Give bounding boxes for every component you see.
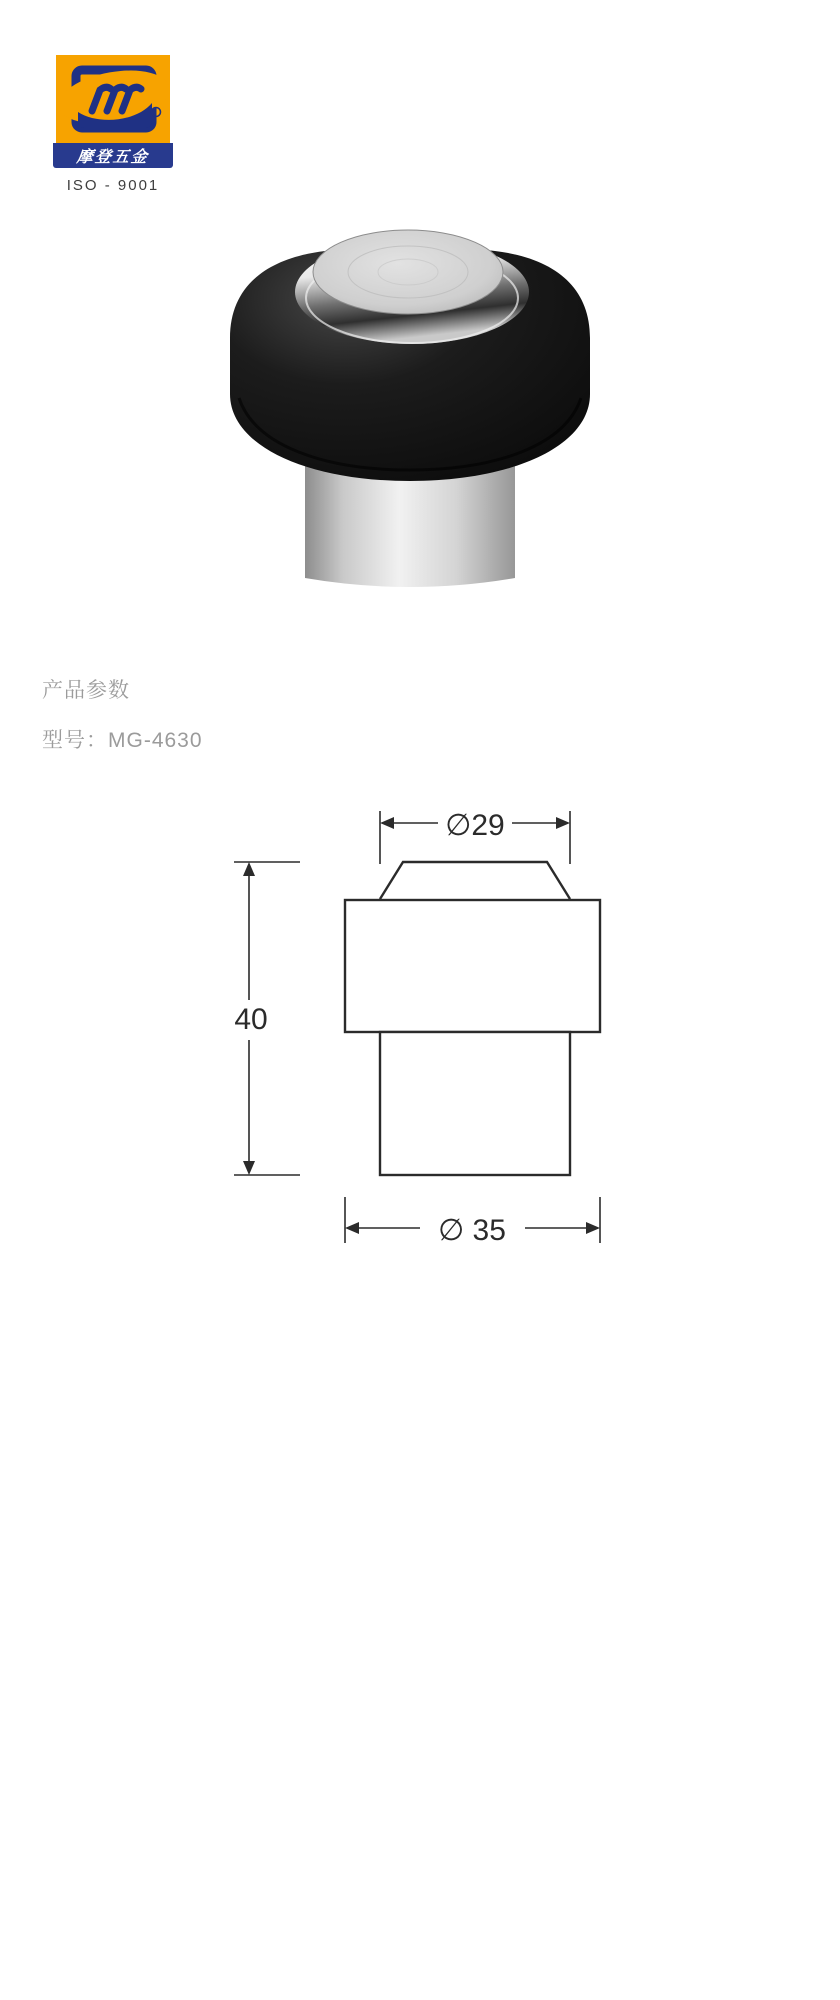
iso-certification-label: ISO - 9001 — [66, 177, 160, 194]
brand-name-text: 摩登五金 — [75, 149, 150, 166]
specs-title: 产品参数 — [42, 679, 130, 702]
dim-height-label: 40 — [234, 1003, 268, 1036]
model-value: MG-4630 — [108, 729, 203, 752]
dimension-drawing-svg — [180, 795, 620, 1255]
arrow-left-icon — [345, 1222, 359, 1234]
arrow-down-icon — [243, 1161, 255, 1175]
brand-header — [53, 55, 173, 194]
arrow-right-icon — [586, 1222, 600, 1234]
arrow-left-icon — [380, 817, 394, 829]
brand-logo-banner — [53, 143, 173, 168]
drawing-cap-dome-outline — [380, 862, 570, 899]
dim-top-diameter-label: ∅29 — [445, 809, 505, 842]
drawing-cap-body-outline — [345, 900, 600, 1032]
product-photo — [225, 218, 595, 598]
arrow-right-icon — [556, 817, 570, 829]
model-row — [42, 724, 203, 754]
door-stopper-image — [225, 218, 595, 598]
brand-logo-icon — [56, 55, 170, 143]
arrow-up-icon — [243, 862, 255, 876]
dim-bottom-diameter-label: ∅ 35 — [438, 1214, 506, 1247]
drawing-base-outline — [380, 1032, 570, 1175]
dimension-drawing — [180, 795, 620, 1255]
model-label: 型号： — [42, 729, 108, 752]
